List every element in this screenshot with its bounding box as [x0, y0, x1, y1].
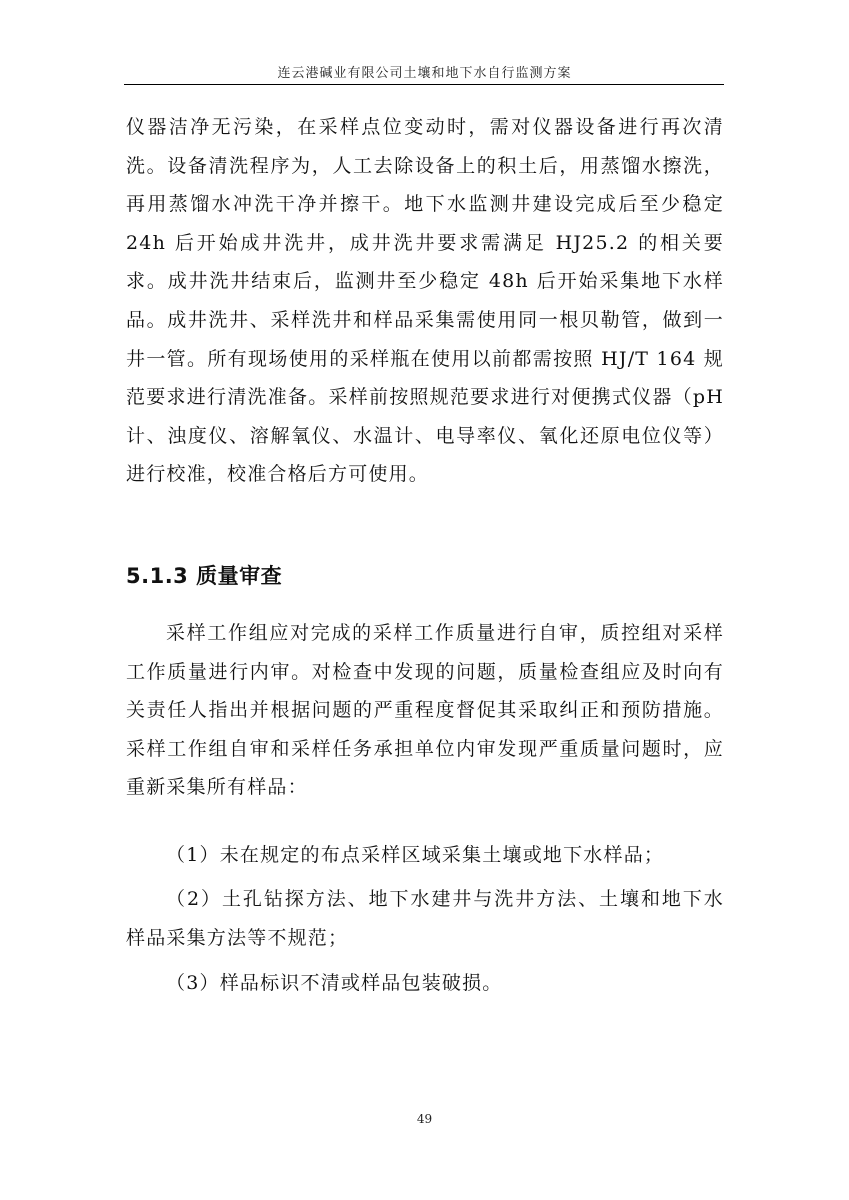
header-divider — [124, 84, 724, 85]
page-number: 49 — [416, 1112, 433, 1126]
paragraph-cleaning-procedure: 仪器洁净无污染，在采样点位变动时，需对仪器设备进行再次清洗。设备清洗程序为，人工去除设备上的积土后，用蒸馏水擦洗，再用蒸馏水冲洗干净并擦干。地下水监测井建设完成后至少稳定 24h 后开始成井洗井，成井洗井要求需满足 HJ25.2 的相关要求。成井洗井结束后，监测井至少稳定 48h 后开始采集地下水样品。成井洗井、采样洗井和样品采集需使用同一根贝勒管，做到一井一管。所有现场使用的采样瓶在使用以前都需按照 HJ/T 164 规范要求进行清洗准备。采样前按照规范要求进行对便携式仪器（pH 计、浊度仪、溶解氧仪、水温计、电导率仪、氧化还原电位仪等）进行校准，校准合格后方可使用。 — [126, 116, 724, 486]
list-item: （3）样品标识不清或样品包装破损。 — [166, 972, 503, 994]
section-heading: 5.1.3 质量审查 — [126, 564, 283, 588]
paragraph-quality-review: 采样工作组应对完成的采样工作质量进行自审，质控组对采样工作质量进行内审。对检查中发现的问题，质量检查组应及时向有关责任人指出并根据问题的严重程度督促其采取纠正和预防措施。采样工作组自审和采样任务承担单位内审发现严重质量问题时，应重新采集所有样品： — [126, 622, 724, 799]
list-item: （1）未在规定的布点采样区域采集土壤或地下水样品； — [166, 844, 665, 866]
running-header: 连云港碱业有限公司土壤和地下水自行监测方案 — [277, 66, 572, 81]
list-item: （2）土孔钻探方法、地下水建井与洗井方法、土壤和地下水样品采集方法等不规范； — [126, 888, 724, 949]
